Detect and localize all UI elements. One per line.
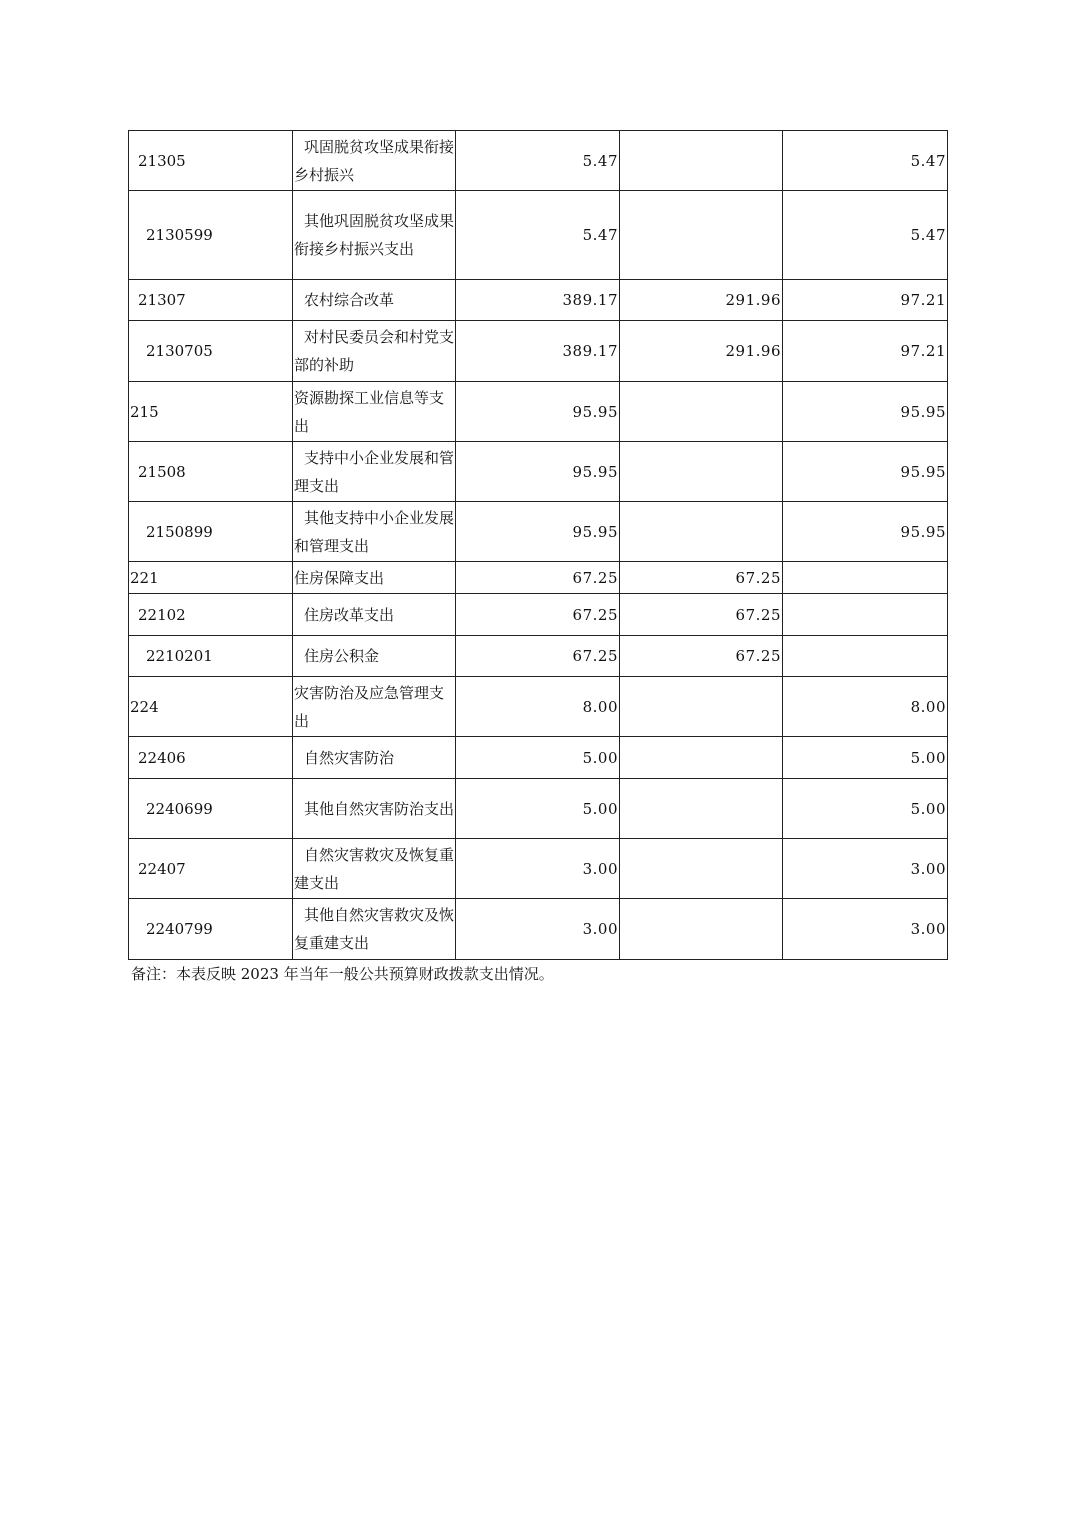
subject-name: 资源勘探工业信息等支出 [294, 388, 445, 435]
subject-name-cell [293, 899, 456, 960]
amount-total: 5.00 [456, 737, 620, 779]
amount-basic [620, 899, 783, 960]
amount-basic [620, 737, 783, 779]
amount-project: 5.00 [783, 737, 948, 779]
subject-name-cell [293, 321, 456, 382]
amount-project: 95.95 [783, 442, 948, 502]
amount-basic [620, 502, 783, 562]
subject-name-cell [293, 502, 456, 562]
subject-code: 2240799 [129, 899, 293, 960]
amount-basic [620, 779, 783, 839]
amount-project [783, 636, 948, 677]
subject-name: 对村民委员会和村党支部的补助 [294, 328, 455, 374]
table-row [129, 839, 948, 899]
amount-project: 8.00 [783, 677, 948, 737]
amount-total: 5.47 [456, 131, 620, 191]
amount-total: 389.17 [456, 280, 620, 321]
subject-name-cell [293, 280, 456, 321]
amount-total: 5.00 [456, 779, 620, 839]
table-row [129, 899, 948, 960]
subject-code: 215 [129, 382, 293, 442]
subject-name-cell [293, 737, 456, 779]
amount-project: 3.00 [783, 899, 948, 960]
amount-total: 8.00 [456, 677, 620, 737]
amount-total: 67.25 [456, 562, 620, 594]
table-row [129, 737, 948, 779]
amount-basic [620, 677, 783, 737]
amount-total: 67.25 [456, 594, 620, 636]
subject-name: 住房保障支出 [294, 568, 385, 587]
subject-code: 21307 [129, 280, 293, 321]
amount-project: 97.21 [783, 280, 948, 321]
amount-total: 5.47 [456, 191, 620, 280]
subject-name: 自然灾害救灾及恢复重建支出 [294, 845, 455, 892]
amount-project [783, 562, 948, 594]
subject-name: 农村综合改革 [304, 291, 395, 309]
amount-basic: 67.25 [620, 562, 783, 594]
table-row [129, 382, 948, 442]
amount-basic: 291.96 [620, 280, 783, 321]
expenditure-table [128, 130, 948, 960]
subject-name: 灾害防治及应急管理支出 [294, 683, 445, 730]
amount-basic [620, 131, 783, 191]
table-row [129, 636, 948, 677]
subject-name: 其他巩固脱贫攻坚成果衔接乡村振兴支出 [294, 212, 455, 258]
subject-code: 221 [129, 562, 293, 594]
subject-name: 住房公积金 [304, 647, 380, 665]
subject-name: 其他支持中小企业发展和管理支出 [294, 508, 455, 555]
subject-name: 住房改革支出 [304, 605, 395, 624]
subject-name-cell [293, 839, 456, 899]
table-row [129, 562, 948, 594]
amount-project: 3.00 [783, 839, 948, 899]
amount-total: 3.00 [456, 899, 620, 960]
table-row [129, 280, 948, 321]
expenditure-table-body [129, 131, 948, 960]
subject-code: 2210201 [129, 636, 293, 677]
table-row [129, 321, 948, 382]
amount-project: 5.00 [783, 779, 948, 839]
amount-basic [620, 382, 783, 442]
table-row [129, 442, 948, 502]
subject-code: 21305 [129, 131, 293, 191]
table-row [129, 191, 948, 280]
amount-basic [620, 442, 783, 502]
amount-total: 3.00 [456, 839, 620, 899]
subject-code: 22406 [129, 737, 293, 779]
amount-total: 95.95 [456, 442, 620, 502]
amount-project: 95.95 [783, 502, 948, 562]
subject-name-cell [293, 677, 456, 737]
amount-total: 95.95 [456, 382, 620, 442]
table-row [129, 502, 948, 562]
amount-project [783, 594, 948, 636]
amount-basic: 67.25 [620, 594, 783, 636]
subject-name: 巩固脱贫攻坚成果衔接乡村振兴 [294, 137, 455, 184]
table-row [129, 779, 948, 839]
amount-total: 389.17 [456, 321, 620, 382]
table-row [129, 131, 948, 191]
subject-code: 2130599 [129, 191, 293, 280]
subject-name-cell [293, 594, 456, 636]
subject-name-cell [293, 191, 456, 280]
amount-basic [620, 839, 783, 899]
amount-project: 95.95 [783, 382, 948, 442]
amount-project: 97.21 [783, 321, 948, 382]
subject-name-cell [293, 562, 456, 594]
subject-name-cell [293, 442, 456, 502]
subject-code: 224 [129, 677, 293, 737]
subject-name-cell [293, 131, 456, 191]
subject-code: 21508 [129, 442, 293, 502]
amount-total: 95.95 [456, 502, 620, 562]
amount-project: 5.47 [783, 191, 948, 280]
subject-name: 其他自然灾害防治支出 [304, 799, 455, 818]
subject-name-cell [293, 779, 456, 839]
table-row [129, 594, 948, 636]
amount-basic: 291.96 [620, 321, 783, 382]
subject-code: 2240699 [129, 779, 293, 839]
subject-name-cell [293, 382, 456, 442]
amount-total: 67.25 [456, 636, 620, 677]
subject-name: 其他自然灾害救灾及恢复重建支出 [294, 906, 455, 952]
amount-basic [620, 191, 783, 280]
table-note: 备注：本表反映 2023 年当年一般公共预算财政拨款支出情况。 [131, 965, 554, 983]
amount-project: 5.47 [783, 131, 948, 191]
subject-code: 2150899 [129, 502, 293, 562]
subject-code: 22407 [129, 839, 293, 899]
subject-name-cell [293, 636, 456, 677]
table-row [129, 677, 948, 737]
subject-name: 自然灾害防治 [304, 748, 395, 767]
subject-code: 2130705 [129, 321, 293, 382]
amount-basic: 67.25 [620, 636, 783, 677]
subject-name: 支持中小企业发展和管理支出 [294, 448, 455, 495]
subject-code: 22102 [129, 594, 293, 636]
